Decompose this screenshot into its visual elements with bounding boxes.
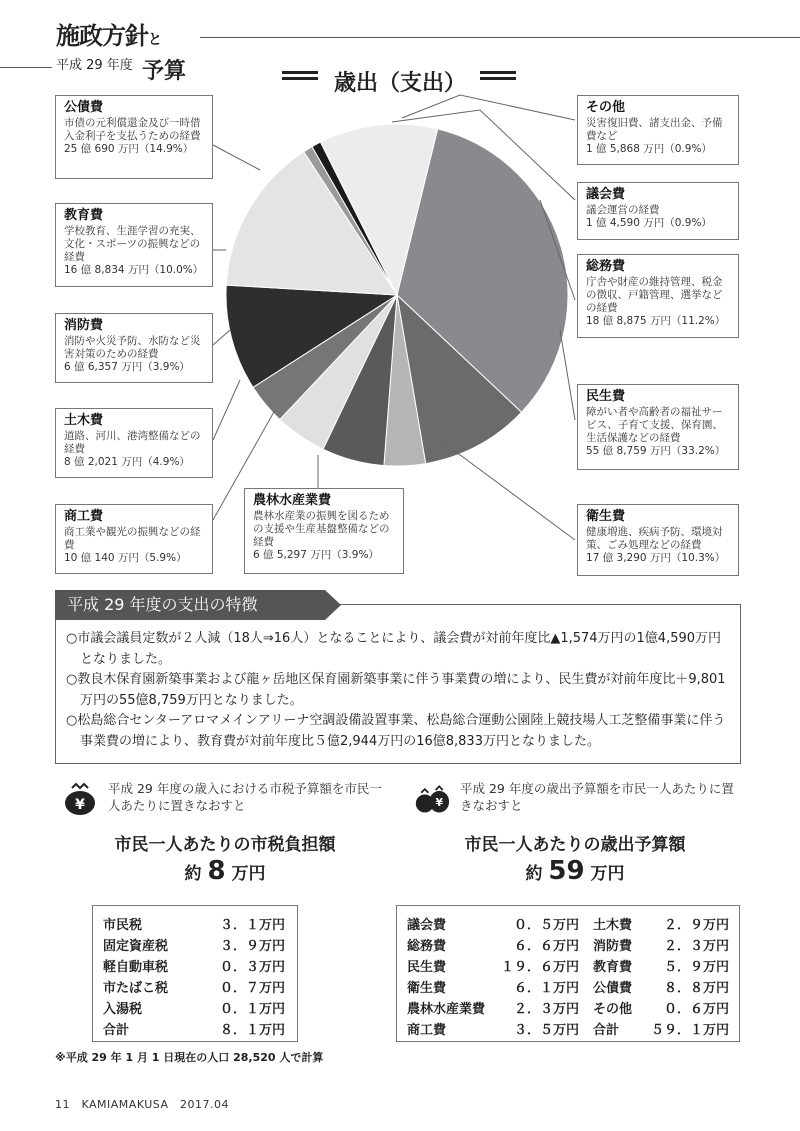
callout-desc: 議会運営の経費 — [586, 204, 660, 216]
leader-sonota — [402, 95, 575, 120]
banner-arrow-icon — [325, 590, 341, 620]
table-row — [93, 975, 297, 996]
exp-desc: 平成 29 年度の歳出予算額を市民一人あたりに置きなおすと — [460, 781, 734, 813]
callout-somu — [577, 254, 739, 338]
coin-purse-icon — [62, 782, 98, 816]
callout-desc: 庁舎や財産の維持管理、税金の徴収、戸籍管理、選挙などの経費 — [586, 276, 723, 314]
callout-title: 教育費 — [64, 208, 104, 223]
callout-shobo — [55, 313, 213, 383]
row-label: 固定資産税 — [103, 939, 169, 954]
tax-amount: 約 8 万円 — [184, 856, 266, 886]
row-label: 公債費 — [593, 981, 633, 996]
row-label: 市たばこ税 — [103, 981, 169, 996]
row-label: 市民税 — [103, 918, 143, 933]
callout-value: 1 億 5,868 万円（0.9%） — [586, 143, 712, 155]
feature-item: ○教良木保育園新築事業および龍ヶ岳地区保育園新築事業に伴う事業費の増により、民生費が対前年度比＋9,801万円の55億8,759万円となりました。 — [66, 672, 726, 708]
row-value: ５９．１万円 — [650, 1023, 729, 1038]
callout-value: 55 億 8,759 万円（33.2%） — [586, 445, 726, 457]
tax-heading: 市民一人あたりの市税負担額 — [114, 835, 336, 855]
table-row — [397, 912, 739, 933]
exp-table — [396, 905, 740, 1042]
chart-title: 歳出（支出） — [333, 71, 466, 96]
row-label: 入湯税 — [103, 1002, 143, 1017]
page-footer: 11 KAMIAMAKUSA 2017.04 — [55, 1098, 229, 1111]
callout-desc: 道路、河川、港湾整備などの経費 — [64, 430, 201, 455]
row-value: ３．５万円 — [513, 1023, 579, 1038]
tax-desc: 平成 29 年度の歳入における市税予算額を市民一人あたりに置きなおすと — [108, 781, 382, 813]
table-row — [93, 912, 297, 933]
features-banner: 平成 29 年度の支出の特徴 — [55, 590, 325, 620]
callout-desc: 学校教育、生涯学習の充実、文化・スポーツの振興などの経費 — [64, 225, 201, 263]
row-value: ３．９万円 — [219, 939, 285, 954]
row-label: 合計 — [593, 1023, 620, 1038]
row-label: 消防費 — [593, 939, 633, 954]
callout-norin — [244, 488, 404, 574]
row-value: １９．６万円 — [500, 960, 579, 975]
callout-desc: 健康増進、疾病予防、環境対策、ごみ処理などの経費 — [586, 526, 723, 551]
row-label: 議会費 — [407, 918, 447, 933]
callout-value: 25 億 690 万円（14.9%） — [64, 143, 194, 155]
callout-koosai — [55, 95, 213, 179]
row-value: ８．１万円 — [219, 1023, 285, 1038]
callout-title: 消防費 — [64, 318, 104, 333]
table-row — [397, 954, 739, 975]
row-value: ２．３万円 — [663, 939, 729, 954]
callout-title: 議会費 — [586, 187, 626, 202]
callout-gikai — [577, 182, 739, 240]
callout-value: 17 億 3,290 万円（10.3%） — [586, 552, 726, 564]
callout-title: 農林水産業費 — [253, 493, 332, 508]
callout-minsei — [577, 384, 739, 470]
callout-title: 民生費 — [586, 389, 626, 404]
svg-text:¥: ¥ — [435, 796, 443, 810]
tax-table — [92, 905, 298, 1042]
row-label: その他 — [593, 1002, 633, 1017]
exp-amount: 約 59 万円 — [525, 856, 625, 886]
row-label: 教育費 — [593, 960, 633, 975]
feature-item: ○松島総合センターアロマメインアリーナ空調設備設置事業、松島総合運動公園陸上競技場人工芝整備事業に伴う事業費の増により、教育費が対前年度比５億2,944万円の16億8,833万円となりました。 — [66, 713, 726, 749]
callout-desc: 障がい者や高齢者の福祉サービス、子育て支援、保育園、生活保護などの経費 — [586, 406, 723, 444]
leader-minsei — [560, 330, 575, 420]
row-value: ６．１万円 — [513, 981, 579, 996]
feature-item: ○市議会議員定数が２人減（18人⇒16人）となることにより、議会費が対前年度比▲1,574万円の1億4,590万円となりました。 — [66, 631, 722, 667]
table-row — [93, 954, 297, 975]
row-value: ０．５万円 — [513, 918, 579, 933]
table-row — [93, 933, 297, 954]
callout-value: 10 億 140 万円（5.9%） — [64, 552, 187, 564]
callout-title: 土木費 — [64, 413, 104, 428]
money-bags-icon — [414, 782, 450, 816]
row-value: ０．３万円 — [219, 960, 285, 975]
callout-desc: 農林水産業の振興を図るための支援や生産基盤整備などの経費 — [253, 510, 390, 548]
callout-value: 6 億 6,357 万円（3.9%） — [64, 361, 190, 373]
callout-title: 総務費 — [586, 259, 626, 274]
row-label: 合計 — [103, 1023, 130, 1038]
header-year: 平成 29 年度 — [56, 58, 133, 73]
exp-heading: 市民一人あたりの歳出予算額 — [464, 835, 686, 855]
callout-title: その他 — [586, 100, 626, 115]
population-note: ※平成 29 年 1 月 1 日現在の人口 28,520 人で計算 — [55, 1051, 324, 1064]
svg-text:¥: ¥ — [75, 797, 85, 813]
callout-value: 16 億 8,834 万円（10.0%） — [64, 264, 204, 276]
table-row — [397, 1017, 739, 1038]
row-value: ０．６万円 — [663, 1002, 729, 1017]
row-label: 商工費 — [407, 1023, 447, 1038]
callout-kyoiku — [55, 203, 213, 287]
row-value: ２．９万円 — [663, 918, 729, 933]
callout-title: 衛生費 — [586, 509, 626, 524]
row-value: ６．６万円 — [513, 939, 579, 954]
features-box — [55, 604, 741, 764]
table-row — [397, 933, 739, 954]
row-label: 民生費 — [407, 960, 447, 975]
table-row — [397, 975, 739, 996]
callout-eisei — [577, 504, 739, 576]
row-value: ０．７万円 — [219, 981, 285, 996]
row-value: ０．１万円 — [219, 1002, 285, 1017]
callout-sonota — [577, 95, 739, 165]
callout-desc: 消防や火災予防、水防など災害対策のための経費 — [64, 335, 201, 360]
leader-eisei — [440, 440, 575, 540]
row-value: ３．１万円 — [219, 918, 285, 933]
callout-value: 6 億 5,297 万円（3.9%） — [253, 549, 379, 561]
row-label: 衛生費 — [407, 981, 447, 996]
callout-desc: 市債の元利償還金及び一時借入金利子を支払うための経費 — [64, 117, 201, 142]
table-row — [397, 996, 739, 1017]
callout-desc: 災害復旧費、諸支出金、予備費など — [586, 117, 723, 142]
callout-doboku — [55, 408, 213, 478]
row-value: ２．３万円 — [513, 1002, 579, 1017]
callout-value: 1 億 4,590 万円（0.9%） — [586, 217, 712, 229]
header-budget: 予算 — [142, 58, 187, 84]
callout-desc: 商工業や観光の振興などの経費 — [64, 526, 201, 551]
row-value: ８．８万円 — [663, 981, 729, 996]
callout-title: 商工費 — [64, 509, 104, 524]
row-label: 軽自動車税 — [103, 960, 169, 975]
callout-title: 公債費 — [64, 100, 104, 115]
table-row — [93, 1017, 297, 1038]
row-label: 土木費 — [593, 918, 633, 933]
leader-shobo — [213, 330, 230, 345]
leader-koosai — [213, 145, 260, 170]
row-value: ５．９万円 — [663, 960, 729, 975]
header-title: 施政方針と — [56, 21, 161, 50]
leader-doboku — [213, 380, 240, 440]
callout-value: 8 億 2,021 万円（4.9%） — [64, 456, 190, 468]
row-label: 農林水産業費 — [407, 1002, 486, 1017]
callout-shoko — [55, 504, 213, 574]
row-label: 総務費 — [407, 939, 447, 954]
callout-value: 18 億 8,875 万円（11.2%） — [586, 315, 726, 327]
table-row — [93, 996, 297, 1017]
